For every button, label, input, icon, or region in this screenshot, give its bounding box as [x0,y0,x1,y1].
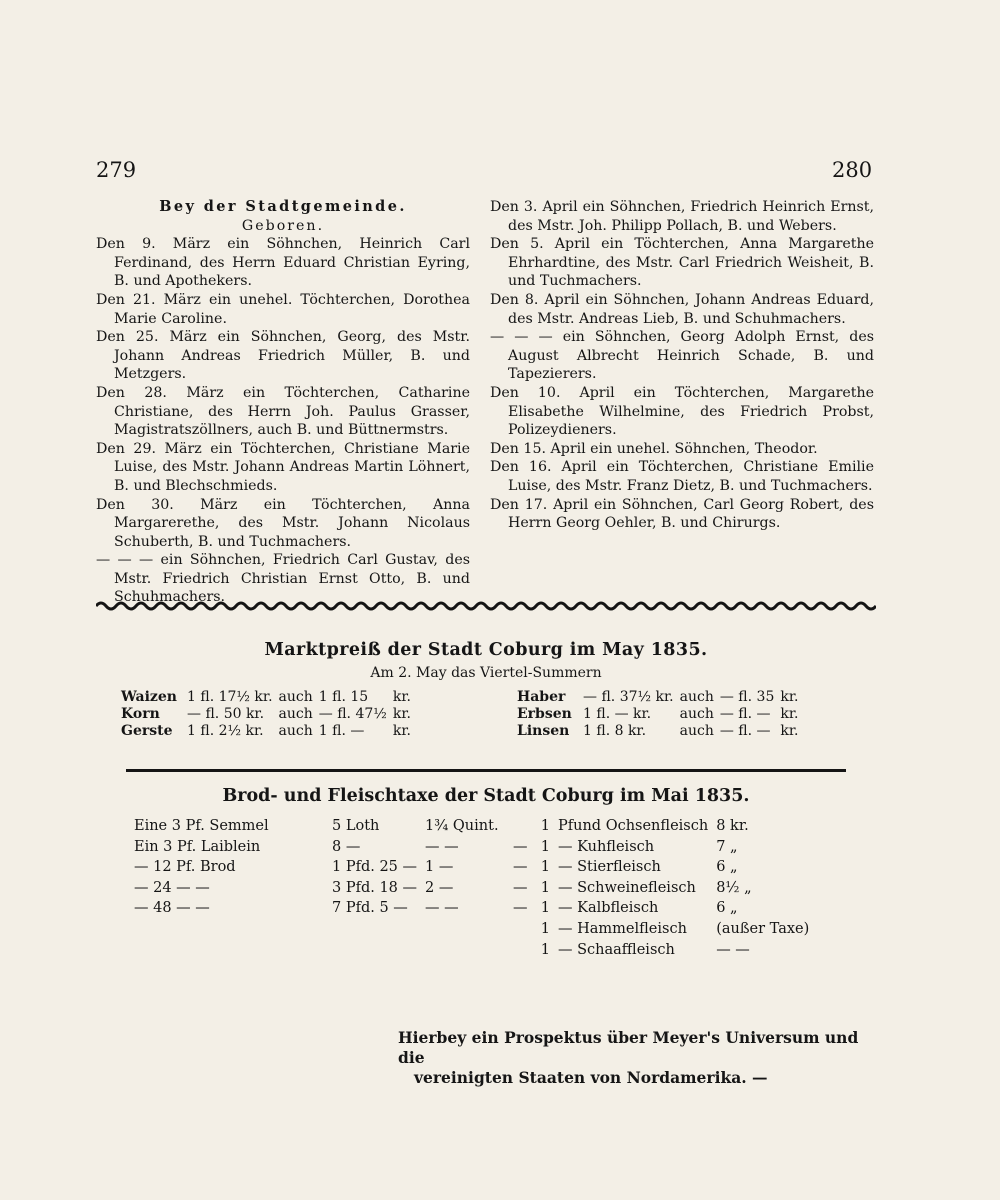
price-alt: 1 fl. 15 [318,689,369,705]
price-auch: auch [679,706,714,722]
price-unit: kr. [780,706,799,722]
meat-price: — — [716,941,750,958]
birth-entry: Den 25. März ein Söhnchen, Georg, des Mstr. Johann Andreas Friedrich Müller, B. und Metzgers. [96,329,470,383]
meat-price: 6 „ [716,859,738,876]
horizontal-rule [126,769,846,772]
price-alt: — fl. 35 [719,689,775,705]
meat-qty: 1 [540,818,550,834]
table-row [130,837,551,858]
meat-qty: 1 [540,920,550,937]
price-value: — fl. 37½ kr. [583,689,674,705]
meat-price: 6 „ [716,900,738,917]
bread-item: Ein 3 Pf. Laiblein [134,838,261,855]
meat-item: — Hammelfleisch [558,920,687,937]
prospectus-note [398,1028,876,1088]
bread-tax-table [130,816,551,919]
table-row [130,816,551,837]
birth-entry: Den 3. April ein Söhnchen, Friedrich Heinrich Ernst, des Mstr. Joh. Philipp Pollach, B. und Webers. [490,199,874,234]
births-column-left [96,198,470,607]
price-auch: auch [278,706,313,722]
price-unit: kr. [392,723,411,739]
meat-item: — Schweinefleisch [558,879,696,896]
bread-quint: — — [425,838,459,855]
meat-price: (außer Taxe) [716,920,810,937]
table-row [514,689,801,706]
meat-item: — Kalbfleisch [558,900,659,917]
birth-entry: — — — ein Söhnchen, Friedrich Carl Gustav, des Mstr. Friedrich Christian Ernst Otto, B. und Schuhmachers. [96,552,470,606]
bread-quint: 1 — [425,859,454,876]
meat-price: 7 „ [716,838,738,855]
table-row [130,857,551,878]
meat-qty: 1 [540,838,550,855]
price-alt: — fl. — [719,706,771,722]
meat-item: — Schaaffleisch [558,941,675,958]
birth-entry: Den 29. März ein Töchterchen, Christiane Marie Luise, des Mstr. Johann Andreas Martin Löhnert, B. und Blechschmieds. [96,440,470,494]
meat-qty: 1 [540,900,550,917]
page-number-left: 279 [96,158,137,182]
price-auch: auch [278,689,313,705]
note-line: vereinigten Staaten von Nordamerika. — [414,1068,768,1087]
birth-entry: Den 9. März ein Söhnchen, Heinrich Carl Ferdinand, des Herrn Eduard Christian Eyring, B. und Apothekers. [96,236,470,290]
bread-quint: — — [425,900,459,917]
bread-weight: 3 Pfd. 18 — [332,879,418,896]
price-unit: kr. [392,689,411,705]
birth-entry: Den 16. April ein Töchterchen, Christiane Emilie Luise, des Mstr. Franz Dietz, B. und Tuchmachers. [490,459,874,494]
bread-extra: — [513,859,528,876]
births-column-right [490,198,874,533]
tax-title: Brod- und Fleischtaxe der Stadt Coburg im Mai 1835. [222,786,750,806]
price-value: 1 fl. 2½ kr. [187,723,264,739]
price-unit: kr. [780,689,799,705]
wavy-divider [96,596,876,616]
birth-entry: Den 10. April ein Töchterchen, Margarethe Elisabethe Wilhelmine, des Friedrich Probst, Polizeydieners. [490,384,874,439]
market-title: Marktpreiß der Stadt Coburg im May 1835. [264,640,708,660]
grain-price-table-left [118,689,414,740]
meat-item: Pfund Ochsenfleisch [558,818,709,834]
birth-entry: Den 21. März ein unehel. Töchterchen, Dorothea Marie Caroline. [96,291,470,327]
section-subheading: Geboren. [241,217,325,234]
price-unit: kr. [392,706,411,722]
price-alt: — fl. — [719,723,771,739]
birth-entry: Den 5. April ein Töchterchen, Anna Margarethe Ehrhardtine, des Mstr. Carl Friedrich Weisheit, B. und Tuchmachers. [490,236,874,290]
bread-weight: 8 — [332,838,361,855]
table-row [130,878,551,899]
bread-weight: 7 Pfd. 5 — [332,900,408,917]
meat-qty: 1 [540,859,550,876]
table-row [532,878,816,899]
bread-item: — 48 — — [134,900,210,917]
bread-weight: 5 Loth [332,818,380,834]
bread-quint: 1¾ Quint. [425,818,499,834]
bread-extra: — [513,838,528,855]
grain-name: Gerste [121,723,173,739]
table-row [532,919,816,940]
grain-name: Linsen [517,723,570,739]
market-subtitle: Am 2. May das Viertel-Summern [370,665,602,681]
meat-price: 8 kr. [716,818,749,834]
meat-item: — Stierfleisch [558,859,661,876]
birth-entry: Den 8. April ein Söhnchen, Johann Andreas Eduard, des Mstr. Andreas Lieb, B. und Schuhmachers. [490,291,874,327]
price-value: 1 fl. 17½ kr. [187,689,273,705]
price-auch: auch [679,689,714,705]
bread-item: Eine 3 Pf. Semmel [134,818,269,834]
meat-qty: 1 [540,879,550,896]
bread-quint: 2 — [425,879,454,896]
table-row [532,816,816,837]
table-row [532,940,816,961]
table-row [118,706,414,723]
meat-price: 8½ „ [716,879,752,896]
grain-name: Waizen [121,689,177,705]
price-unit: kr. [780,723,799,739]
grain-name: Haber [517,689,566,705]
table-row [532,857,816,878]
bread-extra: — [513,879,528,896]
birth-entry: Den 15. April ein unehel. Söhnchen, Theodor. [490,440,818,457]
table-row [118,723,414,740]
price-alt: 1 fl. — [318,723,365,739]
grain-name: Korn [121,706,160,722]
section-heading: Bey der Stadtgemeinde. [159,198,407,215]
birth-entry: Den 30. März ein Töchterchen, Anna Margarerethe, des Mstr. Johann Nicolaus Schuberth, B. und Tuchmachers. [96,496,470,550]
page-number-right: 280 [832,158,873,182]
price-value: 1 fl. 8 kr. [583,723,647,739]
table-row [532,837,816,858]
birth-entry: — — — ein Söhnchen, Georg Adolph Ernst, des August Albrecht Heinrich Schade, B. und Tapezierers. [490,329,874,383]
birth-entry: Den 17. April ein Söhnchen, Carl Georg Robert, des Herrn Georg Oehler, B. und Chirurgs. [490,496,874,532]
price-value: 1 fl. — kr. [583,706,652,722]
grain-price-table-right [514,689,801,740]
bread-extra: — [513,900,528,917]
meat-item: — Kuhfleisch [558,838,655,855]
table-row [514,706,801,723]
price-auch: auch [679,723,714,739]
meat-tax-table [532,816,816,960]
table-row [118,689,414,706]
meat-qty: 1 [540,941,550,958]
bread-weight: 1 Pfd. 25 — [332,859,418,876]
note-line: Hierbey ein Prospektus über Meyer's Universum und die [398,1028,859,1067]
birth-entry: Den 28. März ein Töchterchen, Catharine Christiane, des Herrn Joh. Paulus Grasser, Magistratszöllners, auch B. und Büttnermstrs. [96,384,470,439]
price-auch: auch [278,723,313,739]
grain-name: Erbsen [517,706,572,722]
bread-item: — 12 Pf. Brod [134,859,236,876]
bread-item: — 24 — — [134,879,210,896]
price-value: — fl. 50 kr. [187,706,265,722]
table-row [130,898,551,919]
price-alt: — fl. 47½ [318,706,387,722]
table-row [532,898,816,919]
table-row [514,723,801,740]
